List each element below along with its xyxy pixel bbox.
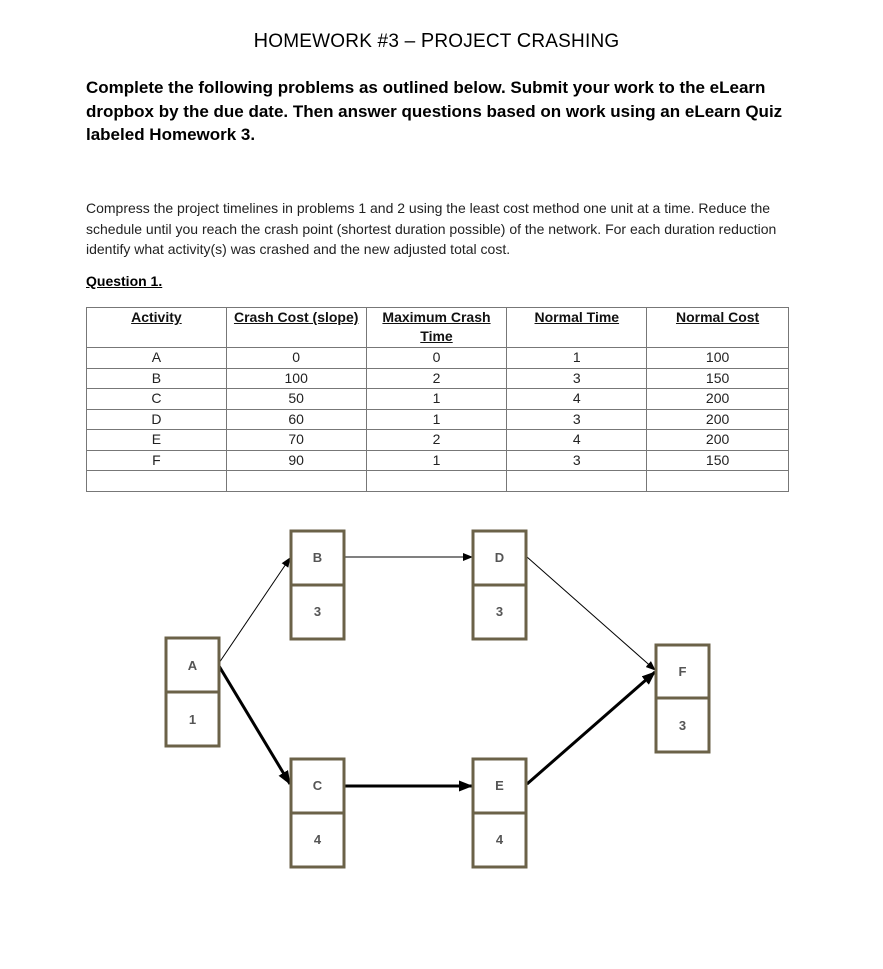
- header-normal-time: Normal Time: [507, 308, 647, 348]
- cell-max-crash: 1: [366, 450, 507, 471]
- cell-normal-cost: 200: [647, 389, 789, 410]
- title-initial-2: P: [420, 30, 435, 52]
- node-b-label: B: [312, 550, 323, 565]
- cell-normal-time: 3: [507, 368, 647, 389]
- question-label: Question 1.: [86, 273, 163, 289]
- node-a-duration: 1: [188, 712, 197, 727]
- header-normal-cost: Normal Cost: [647, 308, 789, 348]
- cell-activity: C: [87, 389, 227, 410]
- header-activity: Activity: [87, 308, 227, 348]
- header-max-crash-time: Maximum Crash Time: [366, 308, 507, 348]
- cell-max-crash: 1: [366, 409, 507, 430]
- header-crash-cost: Crash Cost (slope): [226, 308, 366, 348]
- instructions-paragraph: Compress the project timelines in problems 1 and 2 using the least cost method one unit at a time. Reduce the schedule until you reach the crash point (shortest duration possible) of the network. For each duration reduction identify what activity(s) was crashed and the new adjusted total cost.: [86, 200, 777, 257]
- cell-normal-cost: 150: [647, 368, 789, 389]
- cell-normal-time: 1: [507, 348, 647, 369]
- cell-normal-cost: 200: [647, 430, 789, 451]
- edge-e-f: [527, 672, 655, 784]
- cell-max-crash: 1: [366, 389, 507, 410]
- node-e: [473, 759, 526, 867]
- cell-normal-time: 4: [507, 430, 647, 451]
- cell-normal-cost: 150: [647, 450, 789, 471]
- node-a-label: A: [187, 658, 198, 673]
- cell-crash-cost: 100: [226, 368, 366, 389]
- node-d-duration: 3: [495, 604, 504, 619]
- cell-normal-cost: 100: [647, 348, 789, 369]
- intro-paragraph: Complete the following problems as outlined below. Submit your work to the eLearn dropbox by the due date. Then answer questions based on work using an eLearn Quiz labeled Homework 3.: [86, 78, 783, 144]
- cell-normal-cost: 200: [647, 409, 789, 430]
- node-e-duration: 4: [495, 832, 504, 847]
- cell-activity: E: [87, 430, 227, 451]
- cell-crash-cost: 90: [226, 450, 366, 471]
- node-b: [291, 531, 344, 639]
- cell-activity: F: [87, 450, 227, 471]
- node-d: [473, 531, 526, 639]
- cell-crash-cost: 70: [226, 430, 366, 451]
- edge-d-f: [527, 557, 655, 670]
- cell-normal-time: 4: [507, 389, 647, 410]
- cell-activity: D: [87, 409, 227, 430]
- edge-a-b: [219, 558, 290, 663]
- title-part-2: ROJECT: [434, 31, 517, 52]
- edge-a-c: [219, 666, 290, 784]
- cell-max-crash: 2: [366, 430, 507, 451]
- cell-crash-cost: 50: [226, 389, 366, 410]
- cell-activity: B: [87, 368, 227, 389]
- node-c-duration: 4: [313, 832, 322, 847]
- title-initial-3: C: [516, 30, 532, 52]
- cell-normal-time: 3: [507, 450, 647, 471]
- cell-normal-time: 3: [507, 409, 647, 430]
- node-a: [166, 638, 219, 746]
- node-f-label: F: [678, 664, 687, 679]
- cell-crash-cost: 0: [226, 348, 366, 369]
- node-d-label: D: [494, 550, 505, 565]
- node-e-label: E: [495, 778, 504, 793]
- node-c-label: C: [312, 778, 323, 793]
- cell-max-crash: 2: [366, 368, 507, 389]
- node-b-duration: 3: [313, 604, 322, 619]
- cell-crash-cost: 60: [226, 409, 366, 430]
- title-part-1: OMEWORK #3 –: [268, 31, 421, 52]
- node-f: [656, 645, 709, 752]
- cell-activity: A: [87, 348, 227, 369]
- title-initial-1: H: [253, 30, 269, 52]
- title-part-3: RASHING: [531, 31, 620, 52]
- node-f-duration: 3: [678, 718, 687, 733]
- node-c: [291, 759, 344, 867]
- cell-max-crash: 0: [366, 348, 507, 369]
